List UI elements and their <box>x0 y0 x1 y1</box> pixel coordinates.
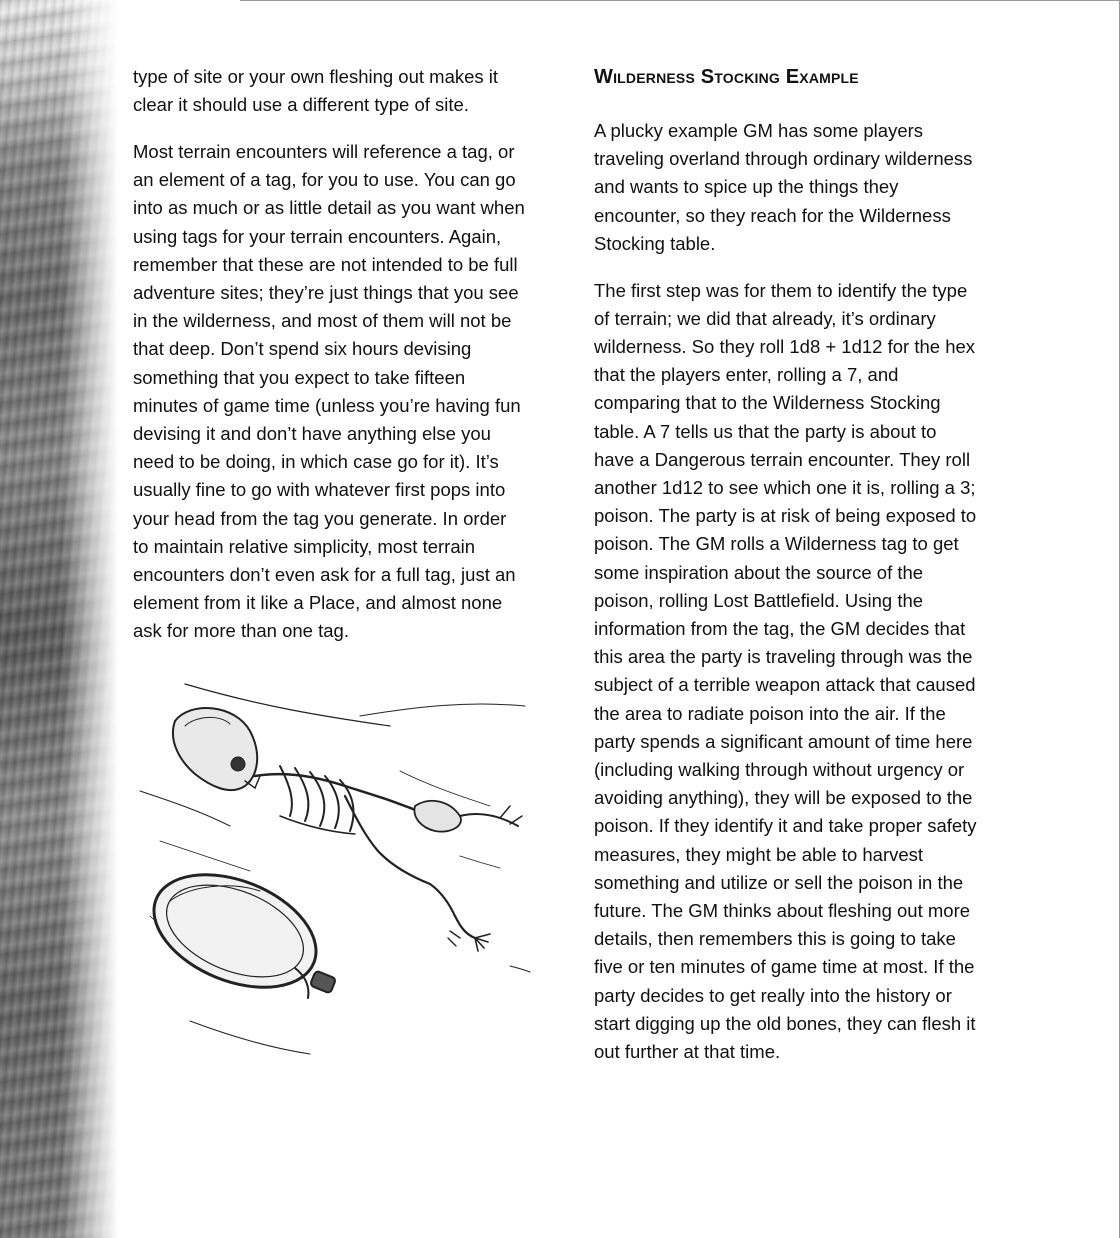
section-heading: Wilderness Stocking Example <box>594 66 859 88</box>
left-paragraph-2: Most terrain encounters will reference a tag, or an element of a tag, for you to use. You can go into as much or as little detail as you want when using tags for your terrain encounters. Again, remember that these are not intended to be full adventure sites; they’re just things that you see in the wilderness, and most of them will not be that deep. Don’t spend six hours devising something that you expect to take fifteen minutes of game time (unless you’re having fun devising it and don’t have anything else you need to be doing, in which case go for it). It’s usually fine to go with whatever first pops into your head from the tag you generate. In order to maintain relative simplicity, most terrain encounters don’t even ask for a full tag, just an element from it like a Place, and almost none ask for more than one tag. <box>133 140 525 642</box>
canyon-side-strip-image <box>0 0 118 1238</box>
right-column <box>594 117 1014 1085</box>
skeleton-and-canteen-illustration <box>130 676 540 1056</box>
left-paragraph-1: type of site or your own fleshing out makes it clear it should use a different type of site. <box>133 66 499 116</box>
page-top-border <box>0 0 1120 1</box>
right-paragraph-2: The first step was for them to identify the type of terrain; we did that already, it’s ordinary wilderness. So they roll 1d8 + 1d12 for the hex that the players enter, rolling a 7, and comparing that to the Wilderness Stocking table. A 7 tells us that the party is about to have a Dangerous terrain encounter. They roll another 1d12 to see which one it is, rolling a 3; poison. The party is at risk of being exposed to poison. The GM rolls a Wilderness tag to get some inspiration about the source of the poison, rolling Lost Battlefield. Using the information from the tag, the GM decides that this area the party is traveling through was the subject of a terrible weapon attack that caused the area to radiate poison into the air. If the party spends a significant amount of time here (including walking through without urgency or avoiding anything), they will be exposed to the poison. If they identify it and take proper safety measures, they might be able to harvest something and utilize or sell the poison in the future. The GM thinks about fleshing out more details, then remembers this is going to take five or ten minutes of game time at most. If the party decides to get really into the history or start digging up the old bones, they can flesh it out further at that time. <box>594 279 977 1062</box>
left-column <box>133 63 553 664</box>
right-paragraph-1: A plucky example GM has some players traveling overland through ordinary wilderness and wants to spice up the things they encounter, so they reach for the Wilderness Stocking table. <box>594 120 973 254</box>
